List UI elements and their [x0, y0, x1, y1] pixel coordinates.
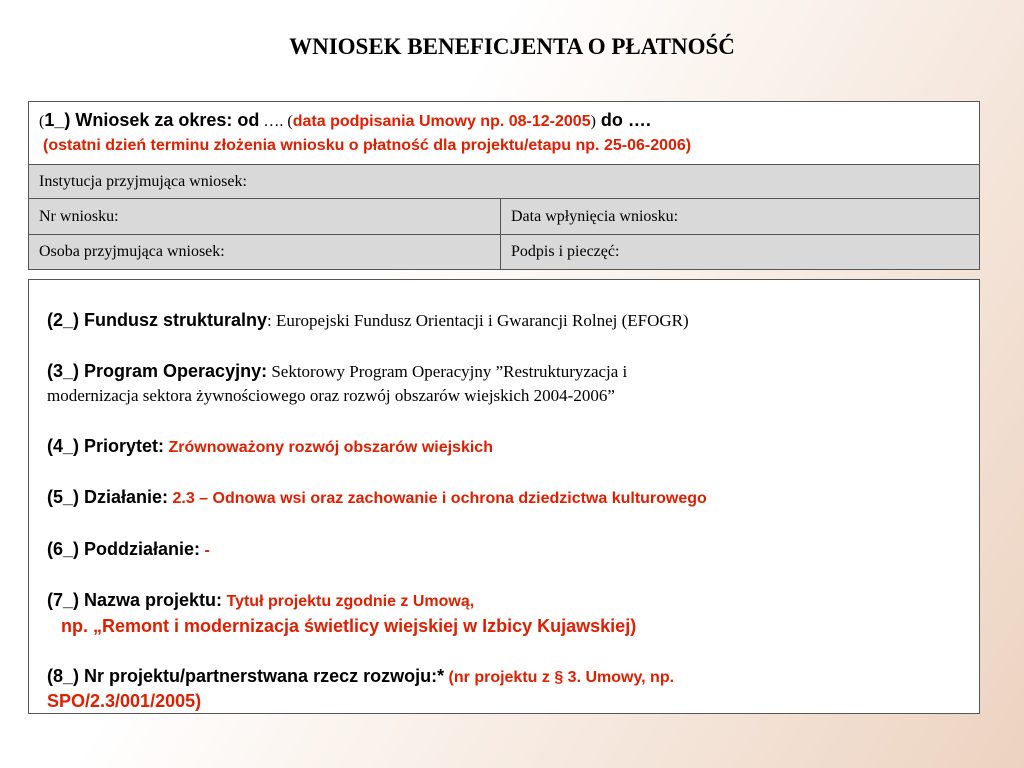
institution-row: [29, 165, 979, 199]
project-number-value-line2: SPO/2.3/001/2005): [47, 691, 202, 711]
period-label: Wniosek za okres: od: [70, 110, 260, 130]
program-value-line2: modernizacja sektora żywnościowego oraz rozwój obszarów wiejskich 2004-2006”: [47, 386, 615, 405]
project-number-label: (8_) Nr projektu/partnerstwana rzecz rozwoju:*: [47, 666, 445, 686]
program-line: [47, 361, 627, 382]
action-line: [47, 487, 707, 508]
request-row: [29, 199, 979, 235]
signature-label: Podpis i pieczęć:: [511, 243, 620, 260]
receiving-person-label: Osoba przyjmująca wniosek:: [29, 235, 501, 269]
priority-value: Zrównoważony rozwój obszarów wiejskich: [164, 439, 493, 456]
project-number-value-line1: (nr projektu z § 3. Umowy, np.: [444, 669, 675, 686]
subaction-value: -: [200, 542, 210, 559]
fund-colon: :: [267, 311, 272, 330]
priority-line: [47, 436, 493, 457]
project-name-value-line2: np. „Remont i modernizacja świetlicy wiejskiej w Izbicy Kujawskiej): [61, 616, 637, 636]
period-to-label: do ….: [595, 110, 651, 130]
action-label: (5_) Działanie:: [47, 487, 169, 507]
period-number: 1_): [44, 110, 71, 130]
program-label: (3_) Program Operacyjny:: [47, 361, 268, 381]
project-name-label: (7_) Nazwa projektu:: [47, 590, 223, 610]
project-details-box: [28, 279, 980, 714]
period-to-value: (ostatni dzień terminu złożenia wniosku o płatność dla projektu/etapu np. 25-06-2006): [43, 137, 692, 154]
period-paren-open: (: [39, 113, 45, 130]
action-value: 2.3 – Odnowa wsi oraz zachowanie i ochrona dziedzictwa kulturowego: [168, 490, 707, 507]
subaction-label: (6_) Poddziałanie:: [47, 539, 201, 559]
receiver-row: [29, 235, 979, 269]
project-name-line: [47, 590, 474, 611]
fund-value: Europejski Fundusz Orientacji i Gwarancji Rolnej (EFOGR): [271, 311, 689, 330]
project-number-line: [47, 666, 674, 687]
receipt-date-label: Data wpłynięcia wniosku:: [511, 207, 679, 225]
document-title: WNIOSEK BENEFICJENTA O PŁATNOŚĆ: [289, 34, 735, 59]
project-name-value-line1: Tytuł projektu zgodnie z Umową,: [222, 593, 475, 610]
subaction-line: [47, 539, 210, 560]
period-row: [29, 102, 979, 165]
period-from-value: data podpisania Umowy np. 08-12-2005: [292, 113, 591, 130]
header-table: [28, 101, 980, 270]
program-value-line1: Sektorowy Program Operacyjny ”Restrukturyzacja i: [267, 362, 628, 381]
period-dots: …. (: [259, 113, 293, 130]
period-line: [39, 110, 651, 131]
fund-label: (2_) Fundusz strukturalny: [47, 310, 268, 330]
priority-label: (4_) Priorytet:: [47, 436, 165, 456]
request-number-label: Nr wniosku:: [29, 199, 501, 234]
institution-label: Instytucja przyjmująca wniosek:: [39, 172, 247, 190]
period-paren-close: ): [590, 113, 596, 130]
fund-line: [47, 310, 689, 331]
